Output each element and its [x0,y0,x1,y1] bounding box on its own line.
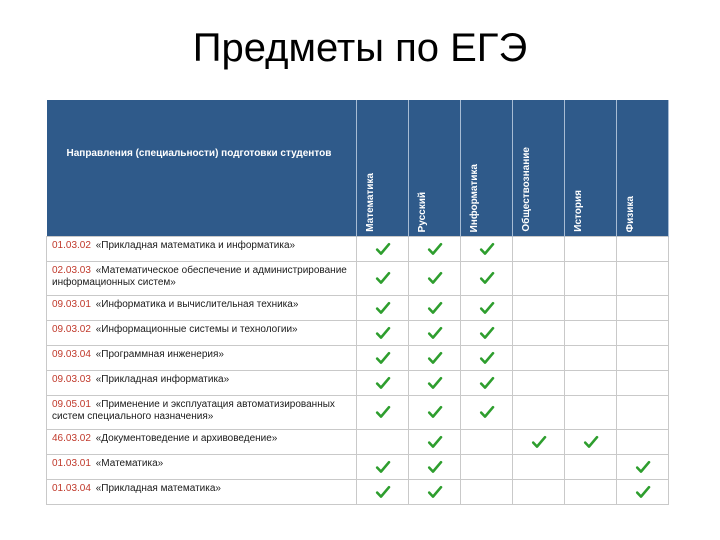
subject-header-social-studies [513,100,565,237]
ege-subjects-table-container [46,100,668,494]
subject-cell [617,237,669,262]
table-row [47,371,669,396]
subject-cell [461,296,513,321]
check-icon [427,404,443,420]
subject-cell [357,262,409,296]
subject-cell [565,480,617,505]
direction-cell [47,296,357,321]
subject-cell [357,371,409,396]
subject-label: Информатика [469,163,480,232]
subject-cell [513,455,565,480]
direction-name: «Применение и эксплуатация автоматизированных систем специального назначения» [52,399,335,422]
subject-header-russian [409,100,461,237]
check-icon [375,484,391,500]
subject-cell [409,296,461,321]
subject-cell [565,346,617,371]
subject-cell [565,430,617,455]
subject-cell [617,346,669,371]
table-row [47,396,669,430]
direction-code: 09.05.01 [52,399,91,410]
subject-cell [461,455,513,480]
subject-cell [409,480,461,505]
subject-cell [513,237,565,262]
direction-cell [47,396,357,430]
direction-name: «Прикладная математика и информатика» [95,240,296,251]
table-row [47,262,669,296]
direction-code: 01.03.01 [52,458,91,469]
subject-header-informatics [461,100,513,237]
subject-cell [409,455,461,480]
subject-cell [617,430,669,455]
direction-cell [47,371,357,396]
subject-cell [357,321,409,346]
direction-cell [47,346,357,371]
subject-cell [461,480,513,505]
direction-name: «Математическое обеспечение и администрирование информационных систем» [52,265,347,288]
subject-cell [617,296,669,321]
subject-cell [409,396,461,430]
ege-subjects-table [46,100,669,505]
check-icon [427,375,443,391]
direction-cell [47,237,357,262]
subject-label: Обществознание [521,147,532,232]
direction-code: 09.03.01 [52,299,91,310]
subject-cell [617,396,669,430]
check-icon [375,350,391,366]
direction-code: 09.03.03 [52,374,91,385]
table-row [47,480,669,505]
table-row [47,346,669,371]
check-icon [479,325,495,341]
subject-cell [513,296,565,321]
subject-header-math [357,100,409,237]
subject-cell [617,321,669,346]
subject-cell [409,430,461,455]
check-icon [531,434,547,450]
subject-cell [461,396,513,430]
table-row [47,237,669,262]
table-body [47,237,669,505]
subject-cell [357,296,409,321]
subject-cell [513,396,565,430]
subject-cell [617,371,669,396]
direction-name: «Программная инженерия» [95,349,224,360]
subject-cell [409,321,461,346]
subject-label: История [573,190,584,232]
subject-cell [565,262,617,296]
subject-cell [513,346,565,371]
check-icon [427,434,443,450]
table-header-row [47,100,669,237]
subject-cell [409,346,461,371]
subject-cell [357,396,409,430]
subject-cell [513,430,565,455]
direction-cell [47,321,357,346]
subject-cell [513,371,565,396]
subject-cell [565,321,617,346]
table-row [47,321,669,346]
check-icon [479,404,495,420]
check-icon [635,484,651,500]
subject-cell [461,346,513,371]
subject-cell [357,480,409,505]
subject-header-history [565,100,617,237]
subject-cell [617,480,669,505]
direction-cell [47,480,357,505]
subject-cell [357,455,409,480]
subject-cell [357,430,409,455]
subject-cell [357,237,409,262]
check-icon [375,325,391,341]
subject-cell [513,262,565,296]
check-icon [479,300,495,316]
subject-cell [461,321,513,346]
direction-name: «Документоведение и архивоведение» [95,433,278,444]
direction-code: 09.03.02 [52,324,91,335]
subject-label: Физика [625,195,636,232]
check-icon [427,241,443,257]
check-icon [375,404,391,420]
check-icon [479,350,495,366]
check-icon [635,459,651,475]
direction-cell [47,430,357,455]
subject-header-physics [617,100,669,237]
direction-name: «Информатика и вычислительная техника» [95,299,299,310]
subject-cell [461,262,513,296]
check-icon [479,270,495,286]
check-icon [375,375,391,391]
subject-cell [461,371,513,396]
subject-cell [565,296,617,321]
subject-cell [513,480,565,505]
check-icon [375,459,391,475]
check-icon [427,459,443,475]
direction-code: 01.03.04 [52,483,91,494]
direction-code: 46.03.02 [52,433,91,444]
check-icon [375,270,391,286]
check-icon [427,350,443,366]
check-icon [375,241,391,257]
direction-code: 09.03.04 [52,349,91,360]
direction-name: «Математика» [95,458,164,469]
direction-cell [47,455,357,480]
subject-cell [565,396,617,430]
direction-name: «Информационные системы и технологии» [95,324,298,335]
check-icon [583,434,599,450]
check-icon [375,300,391,316]
subject-cell [513,321,565,346]
subject-cell [565,237,617,262]
check-icon [427,270,443,286]
table-row [47,430,669,455]
subject-cell [617,262,669,296]
subject-cell [461,237,513,262]
subject-cell [617,455,669,480]
check-icon [427,484,443,500]
subject-cell [409,371,461,396]
subject-cell [565,455,617,480]
direction-name: «Прикладная информатика» [95,374,230,385]
subject-cell [565,371,617,396]
subject-cell [357,346,409,371]
slide-title: Предметы по ЕГЭ [192,26,528,70]
subject-label: Математика [365,173,376,232]
subject-cell [409,262,461,296]
check-icon [479,241,495,257]
subject-label: Русский [417,191,428,232]
check-icon [427,325,443,341]
table-row [47,455,669,480]
directions-header: Направления (специальности) подготовки студентов [47,100,357,237]
check-icon [479,375,495,391]
direction-code: 02.03.03 [52,265,91,276]
check-icon [427,300,443,316]
subject-cell [409,237,461,262]
table-row [47,296,669,321]
direction-cell [47,262,357,296]
direction-code: 01.03.02 [52,240,91,251]
subject-cell [461,430,513,455]
direction-name: «Прикладная математика» [95,483,221,494]
